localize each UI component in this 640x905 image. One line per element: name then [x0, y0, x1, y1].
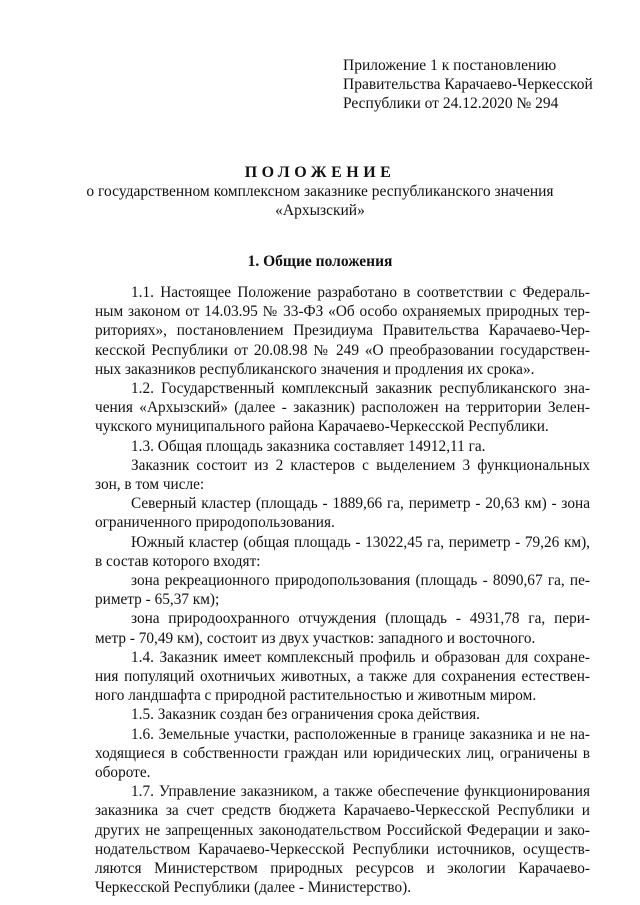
paragraph-line: зон, в том числе:: [95, 476, 205, 494]
appendix-line: Республики от 24.12.2020 № 294: [343, 95, 559, 112]
paragraph-line: заказника за счет средств бюджета Карачаево-Черкесской Республики и: [95, 802, 590, 820]
paragraph-line: 1.5. Заказник создан без ограничения срока действия.: [131, 706, 480, 724]
paragraph-line: ляются Министерством природных ресурсов и экологии Карачаево-: [95, 860, 590, 878]
paragraph: [95, 609, 590, 647]
paragraph-line: ния популяций охотничьих животных, а также для сохранения естествен-: [95, 668, 590, 686]
appendix-note: [343, 56, 593, 113]
paragraph-line: Южный кластер (общая площадь - 13022,45 га, периметр - 79,26 км),: [131, 533, 590, 551]
paragraph: [95, 283, 590, 379]
paragraph-line: ного ландшафта с природной растительностью и животным миром.: [95, 687, 537, 705]
paragraph-line: ным законом от 14.03.95 № 33-ФЗ «Об особо охраняемых природных тер-: [95, 303, 590, 321]
paragraph-line: 1.3. Общая площадь заказника составляет 14912,11 га.: [131, 437, 486, 455]
subtitle-line: «Архызский»: [275, 202, 365, 219]
paragraph-line: ограниченного природопользования.: [95, 514, 335, 532]
paragraph-line: зона рекреационного природопользования (площадь - 8090,67 га, пе-: [131, 572, 590, 590]
document-title: ПОЛОЖЕНИЕ: [244, 164, 396, 181]
document-body: [95, 283, 590, 898]
paragraph-line: чукского муниципального района Карачаево-Черкесской Республики.: [95, 418, 549, 436]
paragraph-line: 1.2. Государственный комплексный заказник республиканского зна-: [131, 380, 590, 398]
subtitle-line: о государственном комплексном заказнике республиканского значения: [86, 183, 554, 200]
appendix-line: Приложение 1 к постановлению: [343, 57, 557, 74]
paragraph: [95, 648, 590, 706]
section-heading: 1. Общие положения: [247, 253, 393, 270]
paragraph-line: кесской Республики от 20.08.98 № 249 «О преобразовании государствен-: [95, 341, 590, 359]
paragraph: [95, 705, 590, 724]
paragraph: [95, 379, 590, 437]
paragraph-line: риметр - 65,37 км);: [95, 591, 220, 609]
paragraph-line: 1.7. Управление заказником, а также обеспечение функционирования: [131, 783, 590, 801]
paragraph-line: ных заказников республиканского значения и продления их срока».: [95, 360, 535, 378]
paragraph: [95, 494, 590, 532]
paragraph: [95, 456, 590, 494]
paragraph-line: 1.4. Заказник имеет комплексный профиль и образован для сохране-: [131, 648, 590, 666]
paragraph-line: нодательством Карачаево-Черкесской Республики источников, осуществ-: [95, 840, 590, 858]
paragraph-line: Черкесской Республики (далее - Министерство).: [95, 879, 412, 897]
paragraph-line: 1.1. Настоящее Положение разработано в соответствии с Федераль-: [131, 284, 590, 301]
paragraph-line: в состав которого входят:: [95, 552, 261, 570]
paragraph-line: ходящиеся в собственности граждан или юридических лиц, ограничены в: [95, 744, 590, 762]
paragraph: [95, 725, 590, 783]
appendix-line: Правительства Карачаево-Черкесской: [343, 76, 593, 93]
paragraph-line: Северный кластер (площадь - 1889,66 га, периметр - 20,63 км) - зона: [131, 495, 590, 513]
paragraph-line: 1.6. Земельные участки, расположенные в границе заказника и не на-: [131, 725, 590, 743]
paragraph: [95, 533, 590, 571]
paragraph: [95, 571, 590, 609]
paragraph-line: обороте.: [95, 764, 151, 782]
paragraph-line: зона природоохранного отчуждения (площадь - 4931,78 га, пери-: [131, 610, 590, 628]
paragraph: [95, 437, 590, 456]
paragraph-line: чения «Архызский» (далее - заказник) расположен на территории Зелен-: [95, 399, 590, 417]
document-subtitle: [0, 182, 640, 220]
paragraph-line: других не запрещенных законодательством Российской Федерации и зако-: [95, 821, 590, 839]
paragraph-line: метр - 70,49 км), состоит из двух участков: западного и восточного.: [95, 629, 536, 647]
paragraph-line: Заказник состоит из 2 кластеров с выделением 3 функциональных: [131, 456, 590, 474]
paragraph-line: риториях», постановлением Президиума Правительства Карачаево-Чер-: [95, 322, 590, 340]
paragraph: [95, 782, 590, 897]
